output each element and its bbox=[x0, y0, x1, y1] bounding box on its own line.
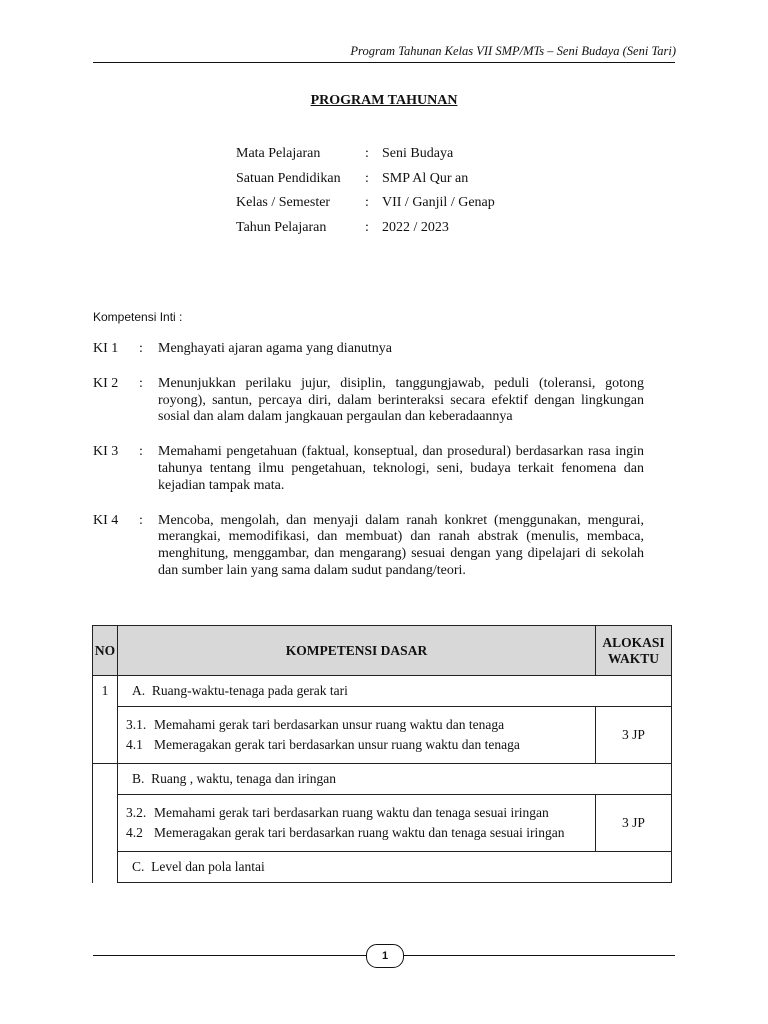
alokasi-b: 3 JP bbox=[596, 795, 672, 852]
group-title-b bbox=[118, 764, 672, 795]
ki-heading: Kompetensi Inti : bbox=[93, 310, 183, 324]
group-letter: A. bbox=[132, 683, 146, 698]
kd-pair-a bbox=[118, 707, 596, 764]
ki-text: Menghayati ajaran agama yang dianutnya bbox=[158, 341, 393, 356]
ki-item-2 bbox=[93, 376, 644, 426]
meta-label: Kelas / Semester bbox=[236, 195, 331, 211]
kd-header-row bbox=[93, 626, 672, 676]
meta-value: Seni Budaya bbox=[382, 146, 454, 162]
table-row bbox=[93, 764, 672, 795]
group-title-a bbox=[118, 676, 672, 707]
group-title: Ruang , waktu, tenaga dan iringan bbox=[151, 771, 336, 786]
header-alokasi bbox=[596, 626, 672, 676]
ki-colon: : bbox=[139, 444, 143, 460]
kd-text: Memeragakan gerak tari berdasarkan unsur ruang waktu dan tenaga bbox=[154, 737, 520, 752]
meta-label: Mata Pelajaran bbox=[236, 146, 321, 162]
meta-row-school bbox=[236, 167, 495, 192]
running-header: Program Tahunan Kelas VII SMP/MTs – Seni Budaya (Seni Tari) bbox=[350, 44, 676, 58]
table-row bbox=[93, 676, 672, 707]
kd-text: Memahami gerak tari berdasarkan unsur ruang waktu dan tenaga bbox=[154, 717, 505, 732]
header-no: NO bbox=[93, 626, 118, 676]
kd-line bbox=[126, 825, 593, 841]
meta-value: SMP Al Qur an bbox=[382, 170, 469, 186]
group-title-c bbox=[118, 852, 672, 883]
ki-colon: : bbox=[139, 375, 143, 391]
meta-colon: : bbox=[365, 219, 369, 235]
kd-text: Memeragakan gerak tari berdasarkan ruang waktu dan tenaga sesuai iringan bbox=[154, 825, 565, 840]
ki-colon: : bbox=[139, 341, 143, 356]
group-letter: C. bbox=[132, 859, 145, 874]
ki-text: Mencoba, mengolah, dan menyaji dalam ranah konkret (menggunakan, mengurai, merangkai, memodifikasi, dan membuat) dan ranah abstrak (menulis, membaca, menghitung, menggambar, dan mengarang) sesuai dengan yang dipelajari di sekolah dan sumber lain yang sama dalam sudut pandang/teori. bbox=[158, 512, 644, 578]
ki-code: KI 2 bbox=[93, 375, 119, 391]
table-row bbox=[93, 852, 672, 883]
header-alokasi-line2: WAKTU bbox=[607, 650, 659, 666]
kd-number: 3.2. bbox=[126, 805, 147, 820]
kd-number: 4.2 bbox=[126, 825, 143, 840]
page-title: PROGRAM TAHUNAN bbox=[310, 93, 458, 108]
ki-list bbox=[93, 341, 644, 598]
group-title: Ruang-waktu-tenaga pada gerak tari bbox=[151, 683, 348, 698]
kd-line bbox=[126, 717, 593, 733]
table-row bbox=[93, 707, 672, 764]
kd-pair-b bbox=[118, 795, 596, 852]
ki-text: Memahami pengetahuan (faktual, konseptual, dan prosedural) berdasarkan rasa ingin tahunya tentang ilmu pengetahuan, teknologi, seni, budaya terkait fenomena dan kejadian tampak mata. bbox=[158, 444, 644, 493]
ki-colon: : bbox=[139, 512, 143, 528]
meta-row-class bbox=[236, 191, 495, 216]
meta-value: 2022 / 2023 bbox=[382, 219, 449, 235]
meta-colon: : bbox=[365, 195, 369, 211]
meta-label: Tahun Pelajaran bbox=[236, 219, 327, 235]
kd-table bbox=[92, 625, 672, 883]
alokasi-a: 3 JP bbox=[596, 707, 672, 764]
ki-item-3 bbox=[93, 444, 644, 494]
ki-code: KI 3 bbox=[93, 444, 119, 460]
meta-row-subject bbox=[236, 142, 495, 167]
header-rule bbox=[93, 62, 675, 63]
kd-number: 4.1 bbox=[126, 737, 143, 752]
ki-item-1 bbox=[93, 341, 644, 358]
table-row bbox=[93, 795, 672, 852]
ki-code: KI 1 bbox=[93, 341, 119, 356]
kd-line bbox=[126, 737, 593, 753]
ki-code: KI 4 bbox=[93, 512, 119, 528]
page-number: 1 bbox=[366, 944, 404, 968]
meta-row-year bbox=[236, 216, 495, 241]
meta-colon: : bbox=[365, 146, 369, 162]
kd-text: Memahami gerak tari berdasarkan ruang waktu dan tenaga sesuai iringan bbox=[154, 805, 549, 820]
meta-value: VII / Ganjil / Genap bbox=[382, 195, 495, 211]
kd-line bbox=[126, 805, 593, 821]
meta-block bbox=[236, 142, 495, 240]
ki-text: Menunjukkan perilaku jujur, disiplin, tanggungjawab, peduli (toleransi, gotong royong), santun, percaya diri, dalam berinteraksi secara efektif dengan lingkungan sosial dan alam dalam jangkauan pergaulan dan keberadaannya bbox=[158, 375, 644, 425]
ki-item-4 bbox=[93, 513, 644, 580]
row-number-empty bbox=[93, 764, 118, 883]
meta-colon: : bbox=[365, 170, 369, 186]
group-letter: B. bbox=[132, 771, 145, 786]
row-number: 1 bbox=[93, 676, 118, 764]
meta-label: Satuan Pendidikan bbox=[236, 170, 341, 186]
header-kd: KOMPETENSI DASAR bbox=[118, 626, 596, 676]
header-alokasi-line1: ALOKASI bbox=[602, 634, 665, 650]
kd-number: 3.1. bbox=[126, 717, 147, 732]
group-title: Level dan pola lantai bbox=[151, 859, 265, 874]
